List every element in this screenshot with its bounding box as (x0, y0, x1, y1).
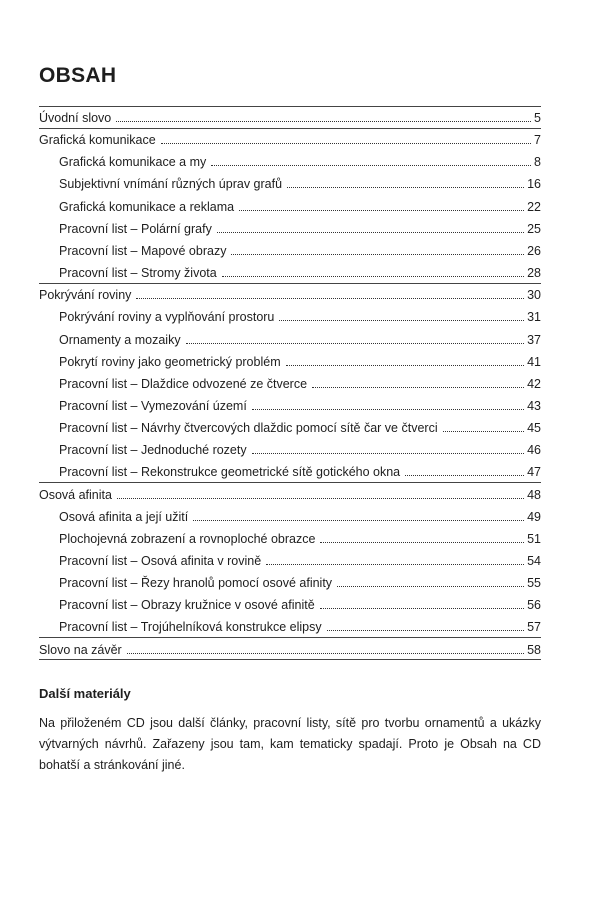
toc-dot-leader (327, 630, 524, 631)
toc-entry-label: Pracovní list – Osová afinita v rovině (59, 554, 262, 568)
toc-page-number: 22 (527, 199, 541, 214)
toc-entry-label: Pracovní list – Návrhy čtvercových dlaždic pomocí sítě čar ve čtverci (59, 421, 438, 436)
toc-page-number: 49 (527, 509, 541, 524)
toc-dot-leader (127, 653, 524, 654)
toc-entry-label: Ornamenty a mozaiky (59, 332, 181, 347)
toc-entry-label: Plochojevná zobrazení a rovnoploché obrazce (59, 531, 316, 546)
toc-page-number: 57 (527, 620, 541, 635)
toc-page-number: 56 (527, 598, 541, 613)
toc-entry-label: Pracovní list – Stromy života (59, 266, 217, 281)
toc-entry-label: Pracovní list – Dlaždice odvozené ze čtverce (59, 376, 308, 391)
toc-page-number: 8 (534, 155, 541, 170)
toc-entry-label: Pracovní list – Rekonstrukce geometrické sítě gotického okna (59, 465, 401, 480)
toc-entry-label: Grafická komunikace a reklama (59, 199, 235, 214)
toc-entry-label: Grafická komunikace (39, 133, 156, 148)
toc-entry-label: Pracovní list – Jednoduché rozety (59, 443, 247, 458)
toc-dot-leader (312, 387, 524, 388)
toc-page-number: 45 (527, 421, 541, 436)
toc-page-number: 25 (527, 221, 541, 236)
toc-chapter-entry[interactable] (39, 283, 541, 303)
toc-dot-leader (239, 210, 524, 211)
toc-dot-leader (287, 187, 524, 188)
section-body: Na přiloženém CD jsou další články, pracovní listy, sítě pro tvorbu ornamentů a ukázky výtvarných návrhů. Zařazeny jsou tam, kam tematicky spadají. Proto je Obsah na CD bohatší a stránkování jiné. (39, 716, 541, 772)
toc-subentry[interactable] (59, 305, 541, 325)
toc-dot-leader (193, 520, 524, 521)
toc-subentry[interactable] (59, 350, 541, 370)
toc-page-number: 28 (527, 266, 541, 281)
toc-subentry[interactable] (59, 505, 541, 525)
toc-subentry[interactable] (59, 150, 541, 170)
toc-page-number: 41 (527, 354, 541, 369)
toc-subentry[interactable] (59, 172, 541, 192)
toc-page-number: 31 (527, 310, 541, 325)
toc-dot-leader (136, 298, 524, 299)
toc-page-number: 51 (527, 531, 541, 546)
toc-divider (39, 659, 541, 660)
toc-page-number: 7 (534, 133, 541, 148)
toc-page-number: 46 (527, 443, 541, 458)
toc-subentry[interactable] (59, 416, 541, 436)
toc-subentry[interactable] (59, 217, 541, 237)
section-heading: Další materiály (39, 686, 131, 701)
toc-page-number: 30 (527, 288, 541, 303)
toc-page-number: 48 (527, 487, 541, 502)
toc-dot-leader (231, 254, 524, 255)
toc-subentry[interactable] (59, 239, 541, 259)
toc-entry-label: Pracovní list – Vymezování území (59, 398, 247, 413)
toc-page-number: 47 (527, 465, 541, 480)
toc-dot-leader (117, 498, 524, 499)
toc-subentry[interactable] (59, 438, 541, 458)
toc-entry-label: Pokrývání roviny (39, 288, 132, 303)
toc-entry-label: Pracovní list – Trojúhelníková konstrukce elipsy (59, 620, 322, 635)
toc-entry-label: Grafická komunikace a my (59, 155, 207, 170)
toc-entry-label: Pracovní list – Obrazy kružnice v osové afinitě (59, 598, 315, 613)
toc-subentry[interactable] (59, 394, 541, 414)
toc-entry-label: Pokrývání roviny a vyplňování prostoru (59, 310, 275, 325)
toc-entry-label: Slovo na závěr (39, 642, 122, 657)
toc-dot-leader (286, 365, 524, 366)
toc-dot-leader (222, 276, 524, 277)
toc-dot-leader (266, 564, 524, 565)
toc-page-number: 5 (534, 111, 541, 125)
toc-chapter-entry[interactable] (39, 106, 541, 126)
toc-dot-leader (211, 165, 531, 166)
toc-entry-label: Subjektivní vnímání různých úprav grafů (59, 177, 283, 192)
toc-dot-leader (405, 475, 524, 476)
page-title: OBSAH (39, 64, 117, 87)
toc-page-number: 42 (527, 376, 541, 391)
toc-subentry[interactable] (59, 195, 541, 215)
toc-dot-leader (116, 121, 531, 122)
toc-dot-leader (443, 431, 524, 432)
toc-page-number: 26 (527, 243, 541, 258)
toc-entry-label: Pracovní list – Polární grafy (59, 221, 212, 236)
toc-entry-label: Osová afinita a její užití (59, 509, 189, 524)
toc-dot-leader (252, 453, 524, 454)
toc-chapter-entry[interactable] (39, 483, 541, 503)
toc-page-number: 55 (527, 576, 541, 591)
toc-entry-label: Pracovní list – Řezy hranolů pomocí osové afinity (59, 576, 333, 591)
toc-subentry[interactable] (59, 261, 541, 281)
toc-entry-label: Úvodní slovo (39, 111, 112, 125)
toc-subentry[interactable] (59, 527, 541, 547)
toc-page-number: 37 (527, 332, 541, 347)
toc-entry-label: Osová afinita (39, 487, 112, 502)
toc-entry-label: Pokrytí roviny jako geometrický problém (59, 354, 281, 369)
toc-subentry[interactable] (59, 549, 541, 569)
toc-subentry[interactable] (59, 328, 541, 348)
toc-dot-leader (320, 542, 524, 543)
toc-dot-leader (320, 608, 524, 609)
toc-page-number: 54 (527, 554, 541, 568)
toc-dot-leader (252, 409, 524, 410)
toc-subentry[interactable] (59, 615, 541, 635)
toc-dot-leader (279, 320, 524, 321)
toc-subentry[interactable] (59, 372, 541, 392)
toc-page-number: 58 (527, 642, 541, 657)
toc-dot-leader (186, 343, 525, 344)
toc-chapter-entry[interactable] (39, 128, 541, 148)
toc-page-number: 43 (527, 398, 541, 413)
toc-entry-label: Pracovní list – Mapové obrazy (59, 243, 227, 258)
toc-subentry[interactable] (59, 593, 541, 613)
toc-chapter-entry[interactable] (39, 638, 541, 658)
toc-dot-leader (161, 143, 531, 144)
toc-dot-leader (217, 232, 524, 233)
toc-page-number: 16 (527, 177, 541, 192)
toc-subentry[interactable] (59, 460, 541, 480)
toc-dot-leader (337, 586, 524, 587)
toc-subentry[interactable] (59, 571, 541, 591)
